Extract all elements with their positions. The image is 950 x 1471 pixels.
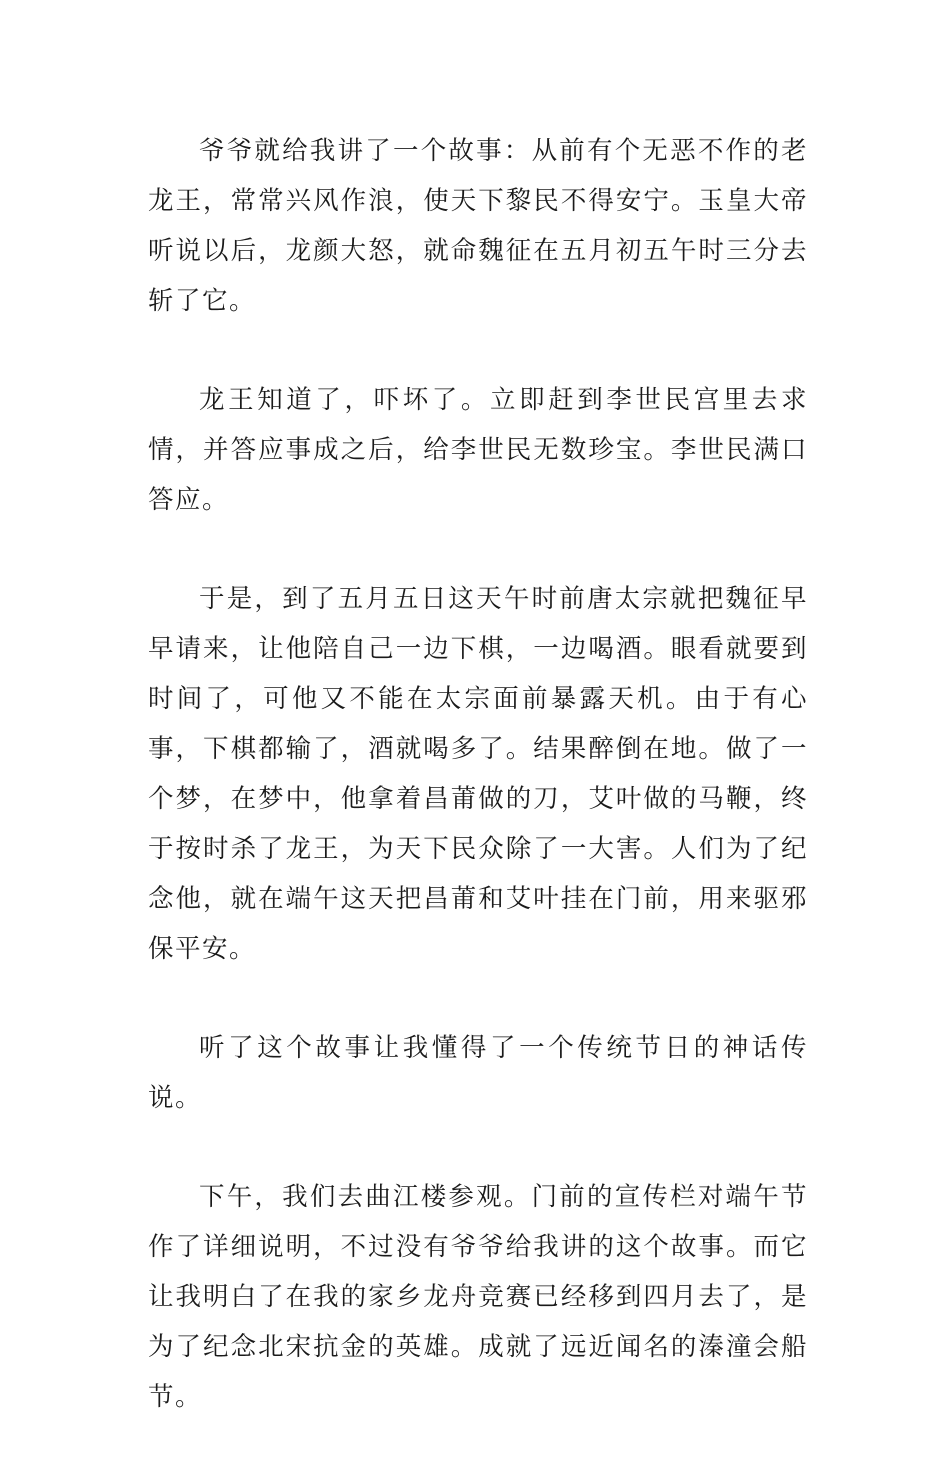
document-body — [148, 126, 808, 1471]
paragraph-1: 爷爷就给我讲了一个故事：从前有个无恶不作的老龙王，常常兴风作浪，使天下黎民不得安宁。玉皇大帝听说以后，龙颜大怒，就命魏征在五月初五午时三分去斩了它。 — [148, 136, 808, 316]
paragraph-2: 龙王知道了，吓坏了。立即赶到李世民宫里去求情，并答应事成之后，给李世民无数珍宝。李世民满口答应。 — [148, 385, 808, 515]
paragraph-4: 听了这个故事让我懂得了一个传统节日的神话传说。 — [148, 1033, 808, 1113]
paragraph-5: 下午，我们去曲江楼参观。门前的宣传栏对端午节作了详细说明，不过没有爷爷给我讲的这个故事。而它让我明白了在我的家乡龙舟竞赛已经移到四月去了，是为了纪念北宋抗金的英雄。成就了远近闻名的溱潼会船节。 — [148, 1182, 808, 1412]
paragraph-3: 于是，到了五月五日这天午时前唐太宗就把魏征早早请来，让他陪自己一边下棋，一边喝酒。眼看就要到时间了，可他又不能在太宗面前暴露天机。由于有心事，下棋都输了，酒就喝多了。结果醉倒在地。做了一个梦，在梦中，他拿着昌莆做的刀，艾叶做的马鞭，终于按时杀了龙王，为天下民众除了一大害。人们为了纪念他，就在端午这天把昌莆和艾叶挂在门前，用来驱邪保平安。 — [148, 584, 808, 964]
